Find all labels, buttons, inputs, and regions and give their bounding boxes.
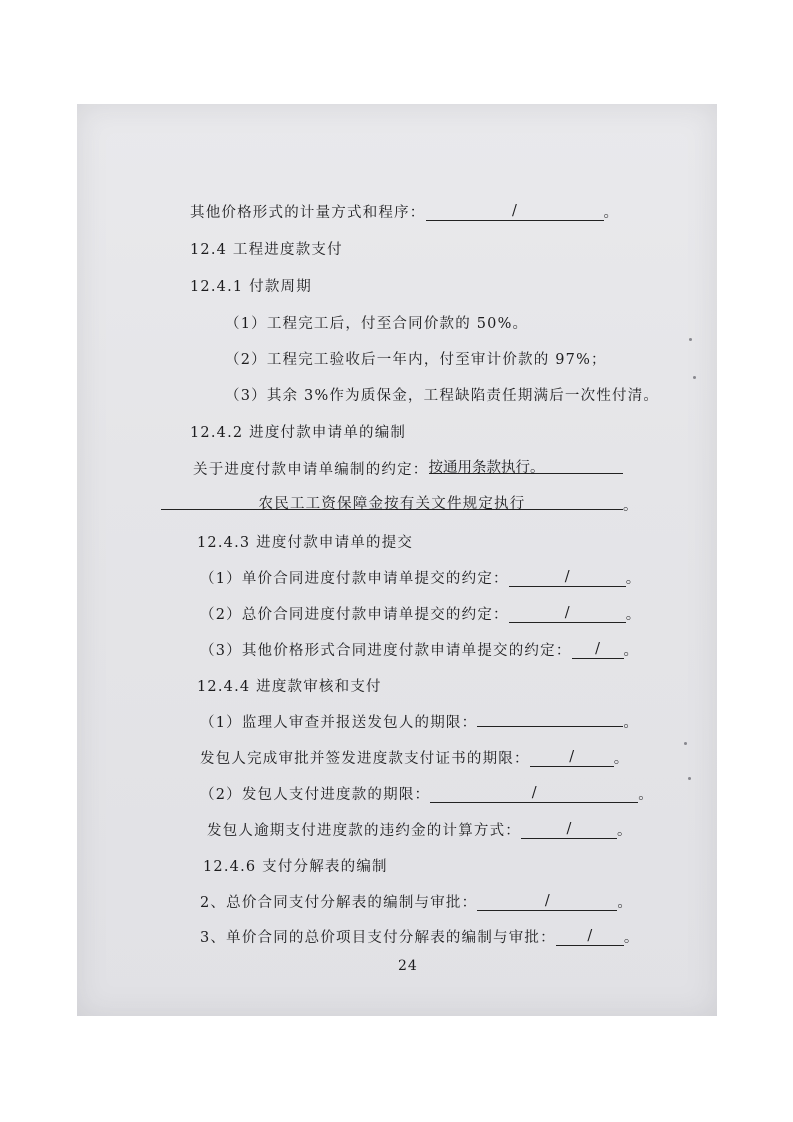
- fill-in-blank[interactable]: [556, 930, 624, 946]
- employer-approval-line: [200, 747, 629, 768]
- payment-term-1: （1）工程完工后，付至合同价款的 50%。: [225, 316, 529, 332]
- clause-text: 其他价格形式的计量方式和程序：: [190, 205, 426, 221]
- section-heading-12-4-2: 12.4.2 进度付款申请单的编制: [190, 425, 407, 441]
- blank-value: 按通用条款执行。: [428, 460, 545, 476]
- clause-text: （2）发包人支付进度款的期限：: [200, 787, 431, 803]
- blank-value: /: [531, 785, 537, 801]
- supervisor-review-line: [200, 711, 639, 732]
- blank-value: /: [587, 928, 593, 944]
- employer-payment-line: [200, 783, 654, 804]
- period: 。: [623, 498, 639, 514]
- fill-in-blank[interactable]: [430, 787, 638, 803]
- unit-price-submission-line: [200, 567, 641, 588]
- blank-value: /: [595, 641, 600, 657]
- period: 。: [625, 607, 642, 623]
- period: 。: [623, 643, 640, 659]
- clause-text: 发包人完成审批并签发进度款支付证书的期限：: [200, 751, 530, 767]
- fill-in-blank[interactable]: [477, 895, 617, 911]
- measurement-procedure-line: [190, 201, 619, 222]
- clause-text: （2）总价合同进度付款申请单提交的约定：: [200, 607, 509, 623]
- fill-in-blank[interactable]: [477, 711, 623, 727]
- fill-in-blank[interactable]: [509, 571, 626, 587]
- fill-in-blank[interactable]: [429, 458, 623, 474]
- other-price-submission-line: [200, 639, 639, 660]
- application-compile-line: [193, 458, 623, 479]
- scan-speck: [684, 742, 687, 745]
- section-heading-12-4-6: 12.4.6 支付分解表的编制: [203, 859, 388, 875]
- fill-in-blank[interactable]: [161, 494, 623, 510]
- clause-text: （3）其他价格形式合同进度付款申请单提交的约定：: [200, 643, 572, 659]
- scan-speck: [693, 376, 696, 379]
- document-page: [77, 104, 717, 1016]
- period: 。: [623, 715, 640, 731]
- clause-text: 2、总价合同支付分解表的编制与审批：: [200, 895, 478, 911]
- period: 。: [617, 823, 633, 839]
- clause-text: 关于进度付款申请单编制的约定：: [193, 462, 429, 478]
- fill-in-blank[interactable]: [572, 643, 624, 659]
- period: 。: [625, 571, 642, 587]
- clause-text: 发包人逾期支付进度款的违约金的计算方式：: [207, 823, 521, 839]
- wage-guarantee-line: [161, 494, 639, 515]
- blank-value: /: [564, 605, 570, 621]
- blank-value: /: [569, 749, 575, 765]
- period: 。: [623, 930, 640, 946]
- period: 。: [603, 205, 620, 221]
- fill-in-blank[interactable]: [530, 751, 614, 767]
- payment-term-2: （2）工程完工验收后一年内，付至审计价款的 97%；: [225, 352, 607, 368]
- lump-sum-breakdown-line: [200, 891, 633, 912]
- lump-sum-submission-line: [200, 603, 641, 624]
- page-number: 24: [398, 958, 418, 974]
- late-payment-penalty-line: [207, 819, 633, 840]
- blank-value: /: [566, 821, 572, 837]
- fill-in-blank[interactable]: [426, 205, 604, 221]
- clause-text: （1）监理人审查并报送发包人的期限：: [200, 715, 478, 731]
- section-heading-12-4-1: 12.4.1 付款周期: [190, 279, 312, 295]
- section-heading-12-4-3: 12.4.3 进度付款申请单的提交: [197, 535, 414, 551]
- period: 。: [617, 895, 634, 911]
- blank-value: /: [564, 569, 570, 585]
- section-heading-12-4: 12.4 工程进度款支付: [190, 242, 343, 258]
- period: 。: [638, 787, 654, 803]
- fill-in-blank[interactable]: [509, 607, 626, 623]
- scan-speck: [689, 338, 692, 341]
- unit-price-breakdown-line: [200, 926, 640, 947]
- clause-text: （1）单价合同进度付款申请单提交的约定：: [200, 571, 509, 587]
- blank-value: /: [544, 893, 550, 909]
- blank-value: 农民工工资保障金按有关文件规定执行: [258, 496, 526, 512]
- scan-speck: [688, 777, 691, 780]
- section-heading-12-4-4: 12.4.4 进度款审核和支付: [197, 679, 382, 695]
- fill-in-blank[interactable]: [521, 823, 617, 839]
- blank-value: /: [512, 203, 517, 219]
- payment-term-3: （3）其余 3%作为质保金，工程缺陷责任期满后一次性付清。: [225, 388, 660, 404]
- period: 。: [613, 751, 630, 767]
- clause-text: 3、单价合同的总价项目支付分解表的编制与审批：: [200, 930, 556, 946]
